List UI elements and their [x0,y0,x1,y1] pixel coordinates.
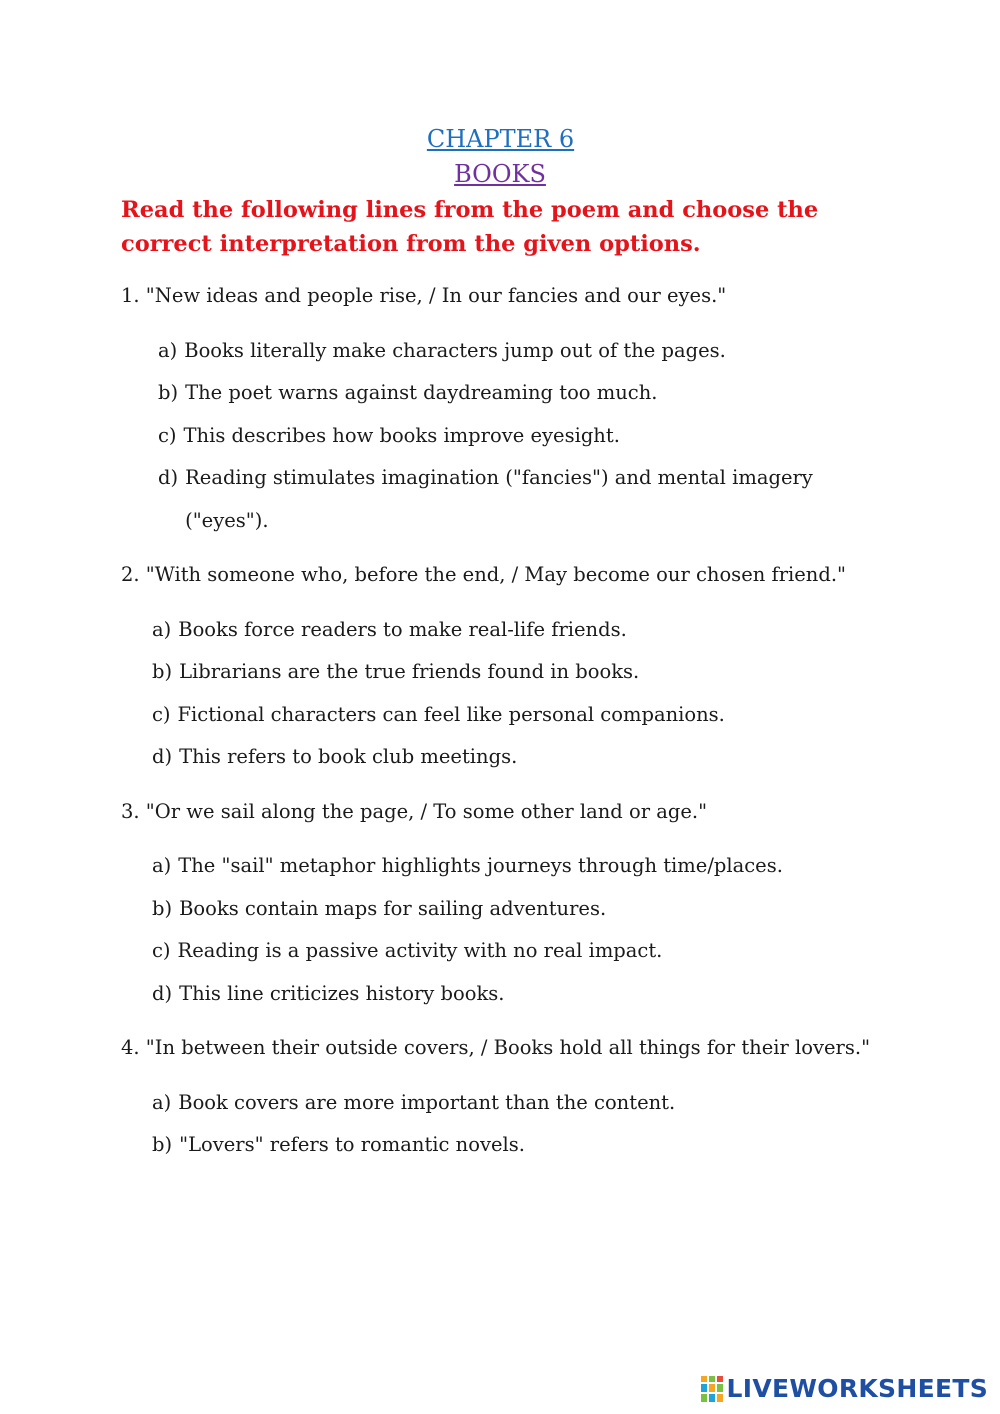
option-item[interactable] [121,372,879,415]
option-letter: b) [152,1133,173,1156]
option-text: Librarians are the true friends found in books. [179,660,640,683]
options-list [121,609,879,779]
question-text: 4. "In between their outside covers, / Books hold all things for their lovers." [121,1036,871,1059]
option-text: This describes how books improve eyesight. [183,423,620,447]
option-text: Books force readers to make real-life friends. [178,617,627,641]
option-text: Books literally make characters jump out of the pages. [184,338,726,362]
option-item[interactable] [121,609,879,652]
question-text: 1. "New ideas and people rise, / In our fancies and our eyes." [121,284,727,307]
option-letter: b) [152,660,173,683]
option-item[interactable] [121,415,879,458]
option-letter: a) [152,617,172,641]
option-letter: c) [152,702,171,726]
option-text: "Lovers" refers to romantic novels. [179,1133,525,1156]
option-letter: c) [158,423,177,447]
question-block [121,275,879,542]
question-text: 3. "Or we sail along the page, / To some other land or age." [121,799,708,823]
option-text: Reading stimulates imagination ("fancies") and mental imagery ("eyes"). [185,466,813,532]
page-title: BOOKS [454,160,546,188]
question-block [121,554,879,779]
option-text: The "sail" metaphor highlights journeys through time/places. [178,854,783,877]
option-letter: d) [152,745,173,768]
option-item[interactable] [121,330,879,373]
option-item[interactable] [121,457,879,542]
chapter-heading: CHAPTER 6 [426,125,575,153]
option-text: The poet warns against daydreaming too much. [185,381,658,404]
option-item[interactable] [121,736,879,779]
brand-name: LIVEWORKSHEETS [726,1374,988,1403]
option-letter: a) [152,854,172,877]
option-letter: d) [152,981,173,1005]
options-list [121,330,879,543]
option-letter: a) [158,338,178,362]
options-list [121,1082,879,1167]
instruction-text: Read the following lines from the poem and choose the correct interpretation from the given options. [121,197,819,257]
option-text: Books contain maps for sailing adventures. [179,896,607,920]
option-text: Fictional characters can feel like personal companions. [177,702,725,726]
liveworksheets-brand[interactable] [701,1374,988,1403]
question-block [121,791,879,1016]
liveworksheets-logo-icon [701,1376,723,1402]
option-text: Book covers are more important than the content. [178,1090,676,1114]
option-letter: b) [158,381,179,404]
option-item[interactable] [121,888,879,931]
option-text: This line criticizes history books. [179,981,505,1005]
option-item[interactable] [121,1124,879,1167]
question-block [121,1027,879,1167]
option-item[interactable] [121,1082,879,1125]
option-text: Reading is a passive activity with no real impact. [177,939,663,962]
option-item[interactable] [121,651,879,694]
worksheet-page [121,122,879,1167]
option-item[interactable] [121,930,879,973]
question-text: 2. "With someone who, before the end, / May become our chosen friend." [121,563,847,586]
options-list [121,845,879,1015]
option-letter: d) [158,466,179,489]
option-letter: a) [152,1090,172,1114]
option-item[interactable] [121,845,879,888]
option-letter: c) [152,939,171,962]
option-text: This refers to book club meetings. [179,745,518,768]
option-letter: b) [152,896,173,920]
option-item[interactable] [121,694,879,737]
option-item[interactable] [121,973,879,1016]
